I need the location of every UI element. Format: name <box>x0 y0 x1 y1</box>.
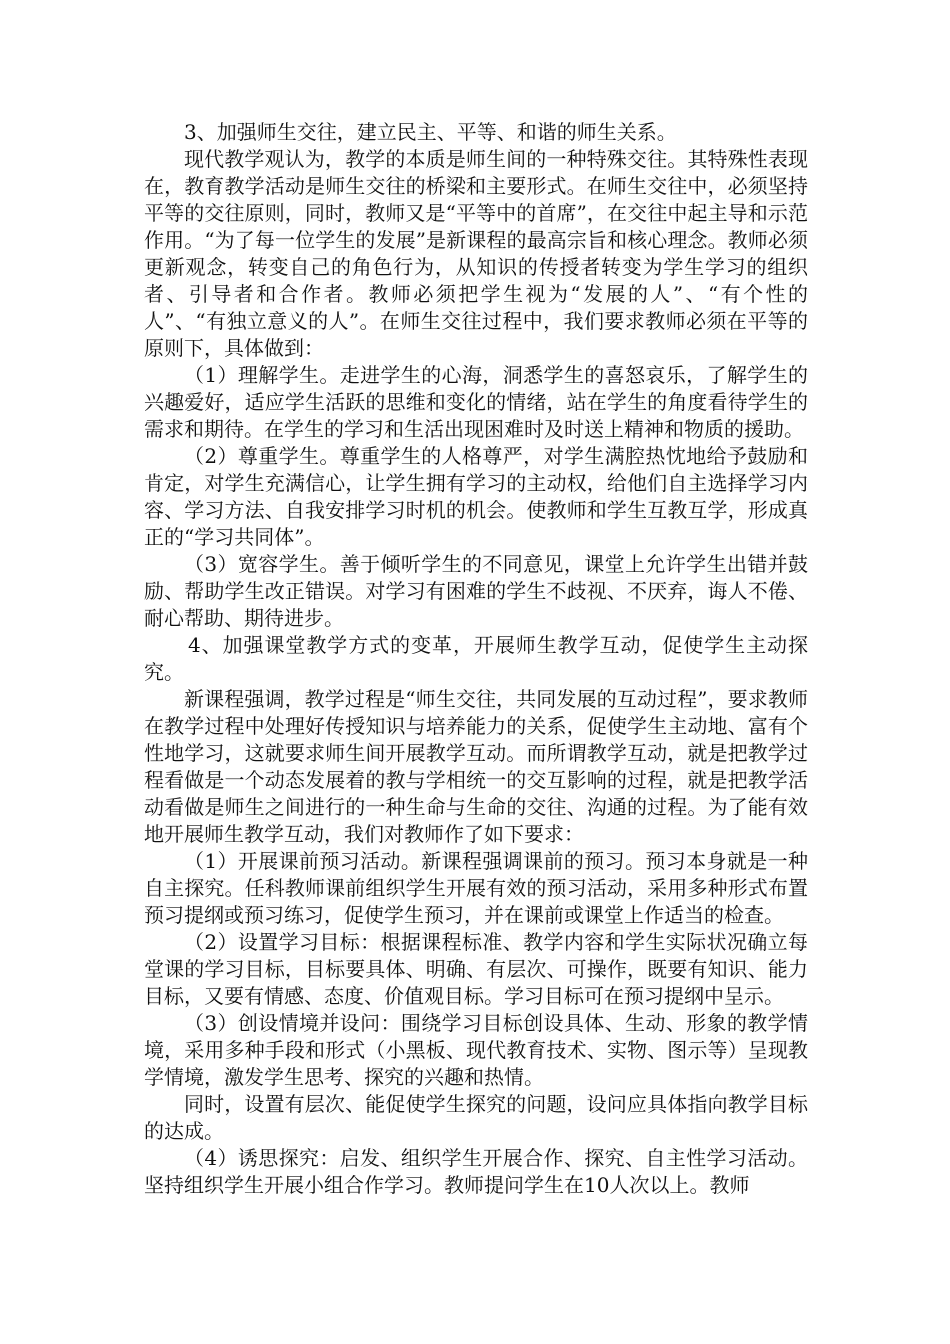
item-understand-students: （1）理解学生。走进学生的心海，洞悉学生的喜怒哀乐，了解学生的兴趣爱好，适应学生活跃的思维和变化的情绪，站在学生的角度看待学生的需求和期待。在学生的学习和生活出现困难时及时送上精神和物质的援助。 <box>144 363 808 441</box>
item-guided-inquiry: （4）诱思探究：启发、组织学生开展合作、探究、自主性学习活动。坚持组织学生开展小组合作学习。教师提问学生在10人次以上。教师 <box>144 1146 808 1197</box>
item-tolerate-students: （3）宽容学生。善于倾听学生的不同意见，课堂上允许学生出错并鼓励、帮助学生改正错误。对学习有困难的学生不歧视、不厌弃，诲人不倦、耐心帮助、期待进步。 <box>144 552 808 630</box>
document-body <box>144 119 808 1199</box>
paragraph-layered-questions: 同时，设置有层次、能促使学生探究的问题，设问应具体指向教学目标的达成。 <box>144 1092 808 1143</box>
item-preview-activities: （1）开展课前预习活动。新课程强调课前的预习。预习本身就是一种自主探究。任科教师课前组织学生开展有效的预习活动，采用多种形式布置预习提纲或预习练习，促使学生预习，并在课前或课堂上作适当的检查。 <box>144 849 808 927</box>
paragraph-teaching-view: 现代教学观认为，教学的本质是师生间的一种特殊交往。其特殊性表现在，教育教学活动是师生交往的桥梁和主要形式。在师生交往中，必须坚持平等的交往原则，同时，教师又是“平等中的首席”，在交往中起主导和示范作用。“为了每一位学生的发展”是新课程的最高宗旨和核心理念。教师必须更新观念，转变自己的角色行为，从知识的传授者转变为学生学习的组织者、引导者和合作者。教师必须把学生视为“发展的人”、“有个性的人”、“有独立意义的人”。在师生交往过程中，我们要求教师必须在平等的原则下，具体做到： <box>144 147 808 360</box>
item-learning-goals: （2）设置学习目标：根据课程标准、教学内容和学生实际状况确立每堂课的学习目标，目标要具体、明确、有层次、可操作，既要有知识、能力目标，又要有情感、态度、价值观目标。学习目标可在预习提纲中呈示。 <box>144 930 808 1008</box>
section-heading-4: 4、加强课堂教学方式的变革，开展师生教学互动，促使学生主动探究。 <box>144 633 808 684</box>
item-respect-students: （2）尊重学生。尊重学生的人格尊严，对学生满腔热忱地给予鼓励和肯定，对学生充满信心，让学生拥有学习的主动权，给他们自主选择学习内容、学习方法、自我安排学习时机的机会。使教师和学生互教互学，形成真正的“学习共同体”。 <box>144 444 808 549</box>
item-create-situation: （3）创设情境并设问：围绕学习目标创设具体、生动、形象的教学情境，采用多种手段和形式（小黑板、现代教育技术、实物、图示等）呈现教学情境，激发学生思考、探究的兴趣和热情。 <box>144 1011 808 1089</box>
section-heading-3: 3、加强师生交往，建立民主、平等、和谐的师生关系。 <box>184 120 677 144</box>
paragraph-new-curriculum: 新课程强调，教学过程是“师生交往，共同发展的互动过程”，要求教师在教学过程中处理好传授知识与培养能力的关系，促使学生主动地、富有个性地学习，这就要求师生间开展教学互动。而所谓教学互动，就是把教学过程看做是一个动态发展着的教与学相统一的交互影响的过程，就是把教学活动看做是师生之间进行的一种生命与生命的交往、沟通的过程。为了能有效地开展师生教学互动，我们对教师作了如下要求： <box>144 687 808 846</box>
